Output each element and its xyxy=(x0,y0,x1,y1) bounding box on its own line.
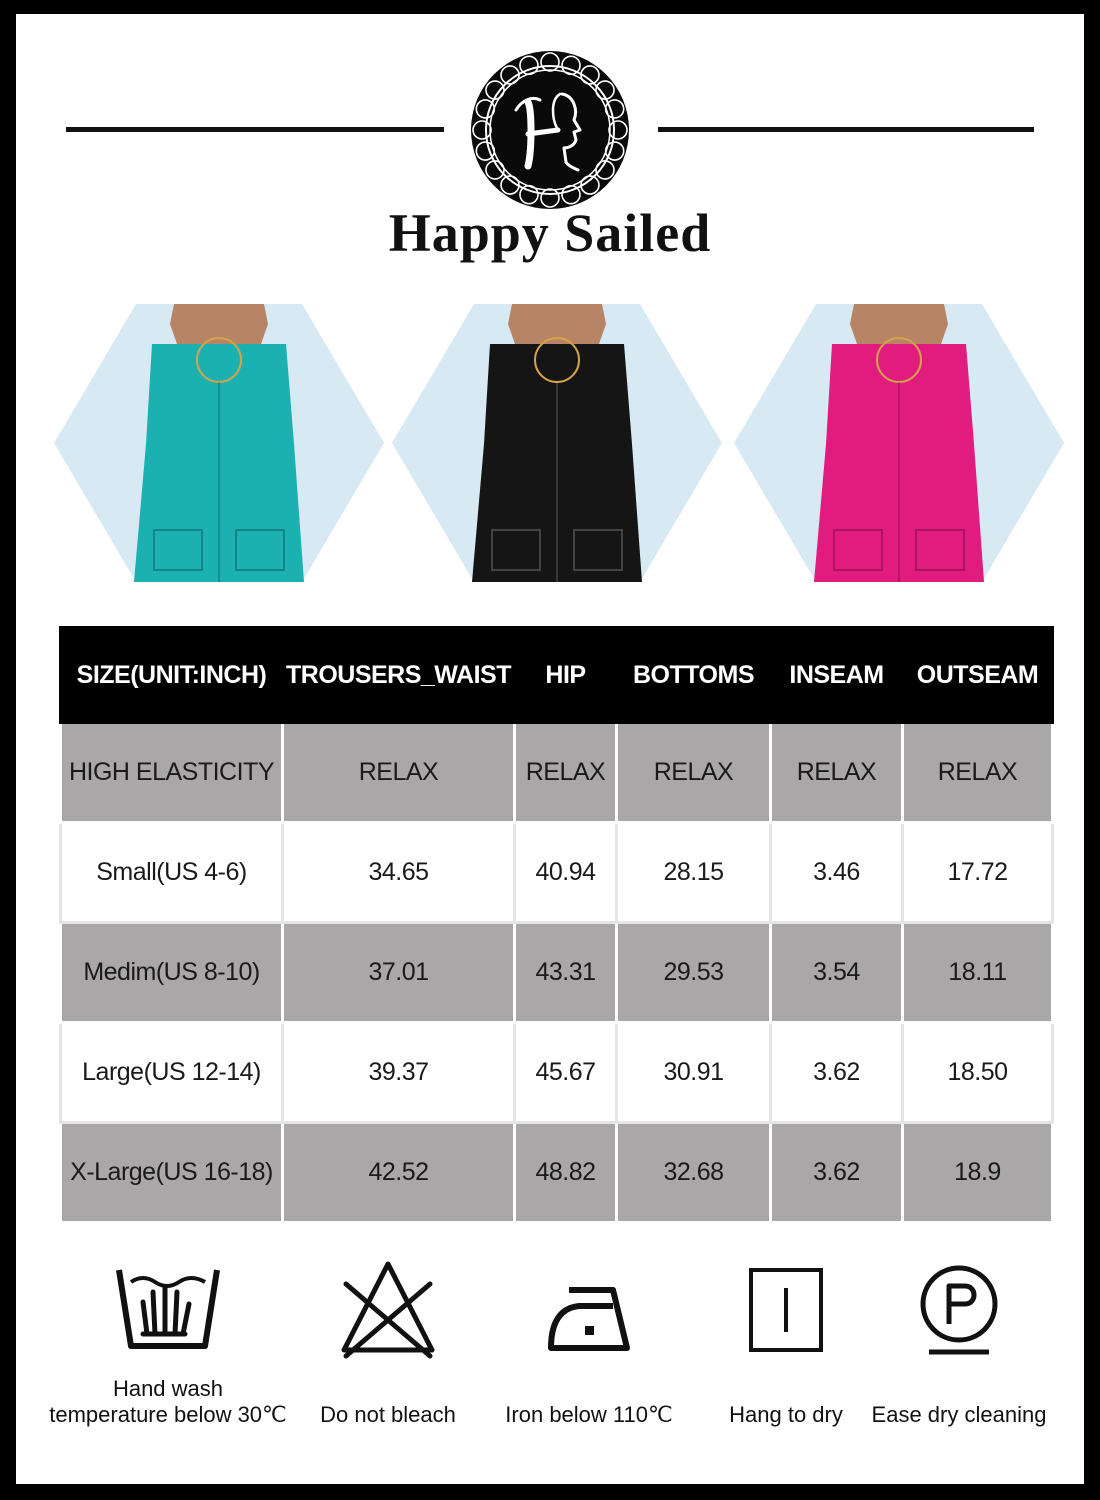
care-label: Iron below 110℃ xyxy=(505,1402,673,1427)
table-cell: RELAX xyxy=(617,723,771,823)
table-header-row xyxy=(61,628,1053,723)
table-cell: 3.62 xyxy=(771,1123,903,1223)
care-hang-dry xyxy=(706,1252,866,1428)
table-row xyxy=(61,723,1053,823)
care-label: Hand wash xyxy=(112,1376,224,1401)
dry-clean-icon xyxy=(909,1252,1009,1362)
care-no-bleach xyxy=(298,1252,478,1428)
table-cell: 3.54 xyxy=(771,923,903,1023)
size-chart-table xyxy=(59,626,1054,1224)
table-cell: 48.82 xyxy=(515,1123,617,1223)
product-photo xyxy=(54,304,384,582)
header-divider-right xyxy=(658,127,1034,132)
table-row xyxy=(61,923,1053,1023)
product-photo xyxy=(392,304,722,582)
product-photo xyxy=(734,304,1064,582)
table-cell: 43.31 xyxy=(515,923,617,1023)
table-cell: Medim(US 8-10) xyxy=(61,923,283,1023)
table-cell: RELAX xyxy=(771,723,903,823)
column-header: BOTTOMS xyxy=(617,628,771,723)
table-cell: 17.72 xyxy=(903,823,1053,923)
care-label: Do not bleach xyxy=(320,1402,456,1427)
table-cell: 40.94 xyxy=(515,823,617,923)
header-divider-left xyxy=(66,127,444,132)
table-cell: Large(US 12-14) xyxy=(61,1023,283,1123)
column-header: OUTSEAM xyxy=(903,628,1053,723)
care-label: temperature below 30℃ xyxy=(49,1402,287,1427)
table-cell: X-Large(US 16-18) xyxy=(61,1123,283,1223)
column-header: TROUSERS_WAIST xyxy=(283,628,515,723)
column-header: HIP xyxy=(515,628,617,723)
hang-dry-icon xyxy=(741,1252,831,1362)
table-cell: HIGH ELASTICITY xyxy=(61,723,283,823)
table-row xyxy=(61,1023,1053,1123)
table-cell: 18.50 xyxy=(903,1023,1053,1123)
table-cell: RELAX xyxy=(903,723,1053,823)
iron-low-icon xyxy=(539,1252,639,1362)
care-label: Hang to dry xyxy=(729,1402,843,1427)
table-cell: 39.37 xyxy=(283,1023,515,1123)
table-cell: 42.52 xyxy=(283,1123,515,1223)
table-cell: Small(US 4-6) xyxy=(61,823,283,923)
table-cell: 37.01 xyxy=(283,923,515,1023)
table-cell: 29.53 xyxy=(617,923,771,1023)
care-label: Ease dry cleaning xyxy=(871,1402,1047,1427)
table-cell: 34.65 xyxy=(283,823,515,923)
care-iron xyxy=(494,1252,684,1428)
hand-wash-icon xyxy=(113,1252,223,1362)
table-cell: 45.67 xyxy=(515,1023,617,1123)
column-header: INSEAM xyxy=(771,628,903,723)
care-dry-clean xyxy=(864,1252,1054,1428)
table-row xyxy=(61,823,1053,923)
table-row xyxy=(61,1123,1053,1223)
table-cell: 18.9 xyxy=(903,1123,1053,1223)
table-cell: 3.62 xyxy=(771,1023,903,1123)
table-cell: 30.91 xyxy=(617,1023,771,1123)
care-hand-wash xyxy=(38,1252,298,1428)
woman-profile-logo-icon xyxy=(470,50,630,210)
table-cell: 3.46 xyxy=(771,823,903,923)
table-cell: RELAX xyxy=(283,723,515,823)
product-image-rose xyxy=(734,304,1064,582)
column-header: SIZE(UNIT:INCH) xyxy=(61,628,283,723)
brand-name: Happy Sailed xyxy=(388,203,712,263)
table-cell: RELAX xyxy=(515,723,617,823)
size-chart-page xyxy=(16,14,1084,1484)
product-image-teal xyxy=(54,304,384,582)
table-cell: 18.11 xyxy=(903,923,1053,1023)
product-image-black xyxy=(392,304,722,582)
no-bleach-icon xyxy=(338,1252,438,1362)
table-cell: 32.68 xyxy=(617,1123,771,1223)
table-cell: 28.15 xyxy=(617,823,771,923)
